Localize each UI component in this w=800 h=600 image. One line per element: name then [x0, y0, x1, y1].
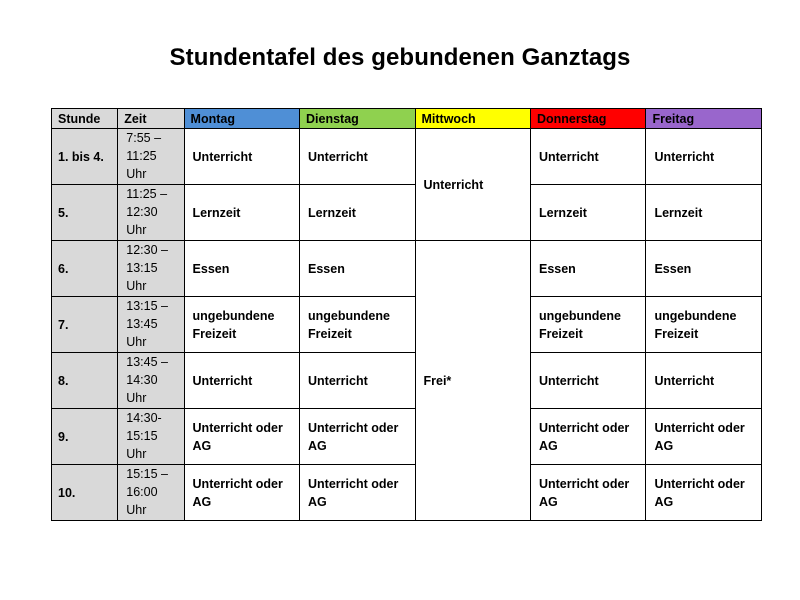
freitag-cell: Unterricht oder AG — [646, 465, 762, 521]
donnerstag-cell: Unterricht — [530, 129, 645, 185]
mittwoch-afternoon-cell: Frei* — [415, 241, 530, 521]
montag-cell: ungebundene Freizeit — [184, 297, 299, 353]
freitag-cell: ungebundene Freizeit — [646, 297, 762, 353]
header-dienstag: Dienstag — [300, 109, 415, 129]
stunde-cell: 6. — [52, 241, 118, 297]
stunde-cell: 1. bis 4. — [52, 129, 118, 185]
table-row — [52, 353, 762, 409]
stunde-cell: 9. — [52, 409, 118, 465]
zeit-cell: 7:55 – 11:25 Uhr — [118, 129, 184, 185]
header-montag: Montag — [184, 109, 299, 129]
zeit-cell: 13:15 – 13:45 Uhr — [118, 297, 184, 353]
montag-cell: Unterricht oder AG — [184, 409, 299, 465]
freitag-cell: Lernzeit — [646, 185, 762, 241]
zeit-cell: 15:15 – 16:00 Uhr — [118, 465, 184, 521]
montag-cell: Unterricht — [184, 129, 299, 185]
dienstag-cell: Unterricht — [300, 353, 415, 409]
stunde-cell: 7. — [52, 297, 118, 353]
stunde-cell: 10. — [52, 465, 118, 521]
table-row — [52, 465, 762, 521]
donnerstag-cell: ungebundene Freizeit — [530, 297, 645, 353]
zeit-cell: 11:25 – 12:30 Uhr — [118, 185, 184, 241]
zeit-cell: 13:45 – 14:30 Uhr — [118, 353, 184, 409]
header-stunde: Stunde — [52, 109, 118, 129]
dienstag-cell: Unterricht oder AG — [300, 465, 415, 521]
zeit-cell: 12:30 – 13:15 Uhr — [118, 241, 184, 297]
donnerstag-cell: Unterricht — [530, 353, 645, 409]
freitag-cell: Unterricht oder AG — [646, 409, 762, 465]
table-row — [52, 241, 762, 297]
freitag-cell: Unterricht — [646, 129, 762, 185]
schedule-table — [51, 108, 762, 521]
header-zeit: Zeit — [118, 109, 184, 129]
table-row — [52, 409, 762, 465]
header-donnerstag: Donnerstag — [530, 109, 645, 129]
zeit-cell: 14:30- 15:15 Uhr — [118, 409, 184, 465]
mittwoch-morning-cell: Unterricht — [415, 129, 530, 241]
freitag-cell: Essen — [646, 241, 762, 297]
header-mittwoch: Mittwoch — [415, 109, 530, 129]
dienstag-cell: Lernzeit — [300, 185, 415, 241]
donnerstag-cell: Lernzeit — [530, 185, 645, 241]
page-title: Stundentafel des gebundenen Ganztags — [169, 44, 631, 71]
header-freitag: Freitag — [646, 109, 762, 129]
donnerstag-cell: Unterricht oder AG — [530, 409, 645, 465]
montag-cell: Unterricht oder AG — [184, 465, 299, 521]
table-row — [52, 185, 762, 241]
header-row — [52, 109, 762, 129]
table-row — [52, 129, 762, 185]
montag-cell: Lernzeit — [184, 185, 299, 241]
stunde-cell: 8. — [52, 353, 118, 409]
dienstag-cell: Essen — [300, 241, 415, 297]
donnerstag-cell: Essen — [530, 241, 645, 297]
dienstag-cell: ungebundene Freizeit — [300, 297, 415, 353]
freitag-cell: Unterricht — [646, 353, 762, 409]
stunde-cell: 5. — [52, 185, 118, 241]
dienstag-cell: Unterricht oder AG — [300, 409, 415, 465]
table-row — [52, 297, 762, 353]
donnerstag-cell: Unterricht oder AG — [530, 465, 645, 521]
dienstag-cell: Unterricht — [300, 129, 415, 185]
montag-cell: Essen — [184, 241, 299, 297]
montag-cell: Unterricht — [184, 353, 299, 409]
